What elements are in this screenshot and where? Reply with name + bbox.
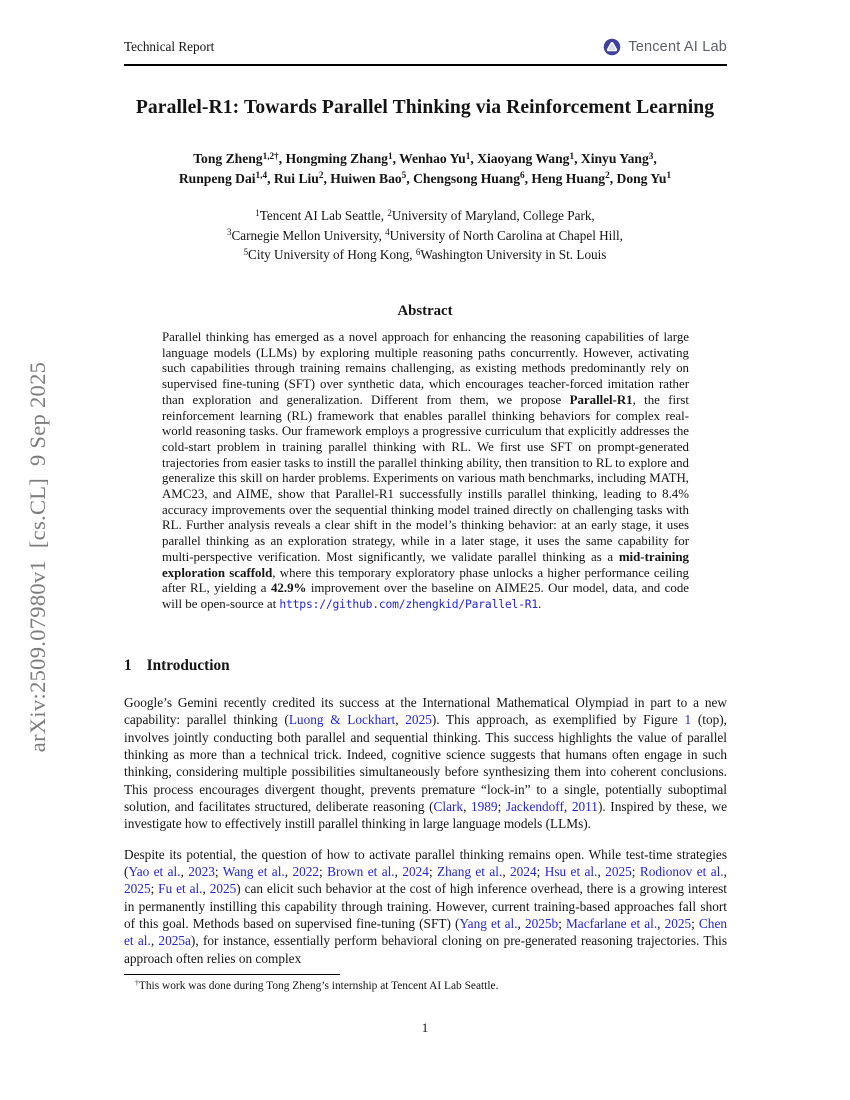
affiliation-block: [0, 207, 850, 266]
text-segment: ,: [150, 933, 159, 949]
abstract-heading: Abstract: [397, 303, 453, 319]
paper-title: Parallel-R1: Towards Parallel Thinking via Reinforcement Learning: [135, 97, 715, 118]
text-segment: ,: [653, 151, 657, 166]
text-segment: ,: [202, 881, 210, 897]
text-segment: Washington University in St. Louis: [420, 247, 607, 262]
text-segment: ), for instance, essentially perform behavioral cloning on pre-generated reasoning trajectories. This approach often relies on complex: [124, 933, 727, 966]
footnote-text: [124, 979, 727, 994]
text-segment: 4: [385, 227, 390, 238]
text-segment: 3: [227, 227, 232, 238]
text-segment: , Xinyu Yang: [574, 151, 649, 166]
citation-link[interactable]: Jackendoff: [505, 799, 564, 815]
text-segment: , where this temporary exploratory phase unlocks a higher performance ceiling after RL, yielding a: [162, 565, 689, 596]
citation-link[interactable]: 2025: [124, 881, 151, 897]
citation-link[interactable]: 2025: [664, 916, 692, 932]
abstract-text: [162, 330, 689, 613]
citation-link[interactable]: Yao et al.: [128, 864, 181, 880]
text-segment: , Heng Huang: [524, 170, 606, 186]
text-segment: 2: [387, 207, 392, 218]
text-segment: , Rui Liu: [267, 170, 319, 186]
text-segment: ). Inspired by these, we investigate how to effectively instill parallel thinking in large language models (LLMs).: [124, 799, 727, 832]
text-segment: (top), involves jointly conducting both parallel and sequential thinking. This success highlights the value of parallel thinking as more than a technical trick. Indeed, cognitive science suggests that humans often engage in such thinking, considering multiple possibilities simultaneously before synthesizing them into coherent conclusions. This process encourages divergent thought, prevents premature “lock-in” to a single, potentially suboptimal solution, and facilitates structured, deliberate reasoning (: [124, 712, 728, 815]
text-segment: ;: [631, 864, 640, 880]
text-segment: Carnegie Mellon University,: [231, 227, 386, 243]
citation-link[interactable]: 2025b: [524, 916, 559, 932]
text-segment: 5: [243, 246, 249, 257]
text-segment: Tencent AI Lab Seattle,: [259, 208, 388, 223]
text-segment: ;: [536, 864, 545, 880]
citation-link[interactable]: 2025: [209, 881, 237, 897]
text-segment: 3: [648, 150, 654, 161]
text-segment: 1: [666, 170, 672, 181]
arxiv-stamp: arXiv:2509.07980v1 [cs.CL] 9 Sep 2025: [25, 361, 50, 753]
text-segment: ,: [563, 799, 572, 815]
text-segment: , Dong Yu: [609, 170, 667, 186]
text-segment: 1: [465, 150, 471, 161]
citation-link[interactable]: Luong & Lockhart: [288, 712, 396, 728]
text-segment: †: [135, 978, 139, 988]
text-segment: .: [537, 596, 542, 611]
text-segment: 2: [605, 170, 610, 181]
text-segment: 1,4: [255, 170, 268, 181]
affiliation-line-3: [0, 246, 850, 266]
text-segment: , Hongming Zhang: [278, 151, 388, 166]
text-segment: 1: [569, 150, 575, 161]
text-segment: 42.9%: [270, 581, 307, 596]
citation-link[interactable]: Fu et al.: [158, 881, 203, 897]
citation-link[interactable]: 2024: [402, 864, 429, 880]
citation-link[interactable]: Brown et al.: [327, 864, 395, 880]
intro-paragraph-2: [124, 846, 727, 967]
citation-link[interactable]: 2025: [405, 712, 432, 728]
text-segment: ,: [395, 712, 406, 728]
text-segment: , Chengsong Huang: [406, 170, 520, 186]
citation-link[interactable]: 2025: [605, 864, 632, 880]
text-segment: ;: [497, 799, 506, 815]
report-type-label: Technical Report: [124, 39, 215, 54]
text-segment: 1: [387, 150, 393, 161]
citation-link[interactable]: Clark: [433, 799, 464, 815]
author-line-2: [0, 170, 850, 190]
text-segment: ,: [657, 916, 665, 932]
text-segment: 2: [318, 170, 324, 181]
text-segment: Google’s Gemini recently credited its success at the International Mathematical Olympiad in part to a new capability: parallel thinking (: [124, 695, 727, 728]
text-segment: ;: [214, 864, 223, 880]
author-line-1: [0, 150, 850, 170]
main-content: [124, 657, 727, 980]
citation-link[interactable]: 2023: [188, 864, 215, 880]
text-segment: Despite its potential, the question of how to activate parallel thinking remains open. While test-time strategies (: [124, 846, 727, 880]
text-segment: 6: [520, 170, 525, 181]
section-heading-introduction: [124, 657, 727, 675]
text-segment: improvement over the baseline on AIME25. Our model, data, and code will be open-source at: [162, 581, 689, 611]
text-segment: University of North Carolina at Chapel Hill,: [389, 227, 623, 243]
text-segment: ) can elicit such behavior at the cost of high inference overhead, there is a growing interest in permanently instilling this capability through training. However, current training-based approaches fall short of this goal. Methods based on supervised fine-tuning (SFT) (: [124, 881, 727, 932]
affiliation-line-1: [0, 207, 850, 227]
text-segment: 5: [401, 170, 407, 181]
citation-link[interactable]: 2024: [510, 864, 537, 880]
text-segment: ,: [723, 864, 727, 880]
text-segment: , Wenhao Yu: [392, 151, 466, 166]
citation-link[interactable]: 2011: [571, 799, 598, 815]
text-segment: ;: [558, 916, 566, 932]
text-segment: ;: [691, 916, 699, 932]
text-segment: Parallel-R1: [569, 392, 633, 407]
text-segment: 1,2†: [262, 150, 279, 161]
text-segment: City University of Hong Kong,: [248, 247, 416, 262]
text-segment: , Huiwen Bao: [323, 170, 402, 186]
intro-paragraph-1: [124, 694, 727, 833]
text-segment: , Xiaoyang Wang: [470, 151, 570, 166]
text-segment: ,: [597, 864, 606, 880]
text-segment: ,: [502, 864, 511, 880]
citation-link[interactable]: 1989: [470, 799, 498, 815]
brand: [603, 38, 727, 56]
github-url-link[interactable]: https://github.com/zhengkid/Parallel-R1: [279, 596, 538, 611]
text-segment: 6: [415, 246, 421, 257]
text-segment: Tong Zheng: [193, 151, 263, 166]
citation-link[interactable]: Zhang et al.: [437, 864, 503, 880]
text-segment: ;: [319, 864, 328, 880]
brand-name: Tencent AI Lab: [628, 39, 727, 55]
text-segment: ,: [284, 864, 293, 880]
text-segment: ,: [517, 916, 525, 932]
author-block: [0, 150, 850, 189]
text-segment: ,: [180, 864, 189, 880]
citation-link[interactable]: Wang et al.: [222, 864, 285, 880]
section-title: Introduction: [146, 657, 230, 674]
citation-link[interactable]: Rodionov et al.: [639, 864, 724, 880]
citation-link[interactable]: Macfarlane et al.: [565, 916, 658, 932]
citation-link[interactable]: 1: [684, 712, 692, 728]
header-divider: [124, 64, 727, 66]
citation-link[interactable]: Yang et al.: [459, 916, 518, 932]
text-segment: 1: [255, 207, 260, 218]
tencent-ai-lab-logo-icon: [603, 38, 621, 56]
text-segment: ). This approach, as exemplified by Figure: [431, 712, 685, 728]
citation-link[interactable]: Hsu et al.: [544, 864, 598, 880]
text-segment: Parallel thinking has emerged as a novel approach for enhancing the reasoning capabilities of large language models (LLMs) by exploring multiple reasoning paths concurrently. However, activating such capabilities through training remains challenging, as existing methods predominantly rely on supervised fine-tuning (SFT) over synthetic data, which encourages teacher-forced imitation rather than exploration and generalization. Different from them, we propose: [162, 330, 689, 407]
text-segment: mid-training exploration scaffold: [162, 549, 689, 580]
section-number: 1: [124, 657, 132, 674]
text-segment: This work was done during Tong Zheng’s internship at Tencent AI Lab Seattle.: [138, 980, 499, 992]
text-segment: ;: [428, 864, 438, 880]
citation-link[interactable]: 2025a: [158, 933, 191, 949]
text-segment: University of Maryland, College Park,: [391, 208, 595, 223]
text-segment: ;: [150, 881, 159, 897]
page-number: 1: [421, 1020, 429, 1035]
affiliation-line-2: [0, 227, 850, 247]
page-header: [124, 38, 727, 56]
citation-link[interactable]: 2022: [292, 864, 320, 880]
text-segment: Runpeng Dai: [178, 170, 256, 186]
text-segment: , the first reinforcement learning (RL) framework that enables parallel thinking behaviors for complex real-world reasoning tasks. Our framework employs a progressive curriculum that explicitly addresses the cold-start problem in training parallel thinking with RL. We first use SFT on prompt-generated trajectories from easier tasks to instill the parallel thinking ability, then transition to RL to explore and generalize this skill on harder problems. Experiments on various math benchmarks, including MATH, AMC23, and AIME, show that Parallel-R1 successfully instills parallel thinking, leading to 8.4% accuracy improvements over the sequential thinking model trained directly on challenging tasks with RL. Further analysis reveals a clear shift in the model’s thinking behavior: at an early stage, it uses parallel thinking as an exploration strategy, while in a later stage, it uses the same capability for multi-perspective verification. Most significantly, we validate parallel thinking as a: [162, 392, 690, 564]
citation-link[interactable]: Chen et al.: [124, 916, 727, 949]
footnote-divider: [124, 974, 340, 975]
text-segment: ,: [394, 864, 403, 880]
text-segment: ,: [463, 799, 471, 815]
